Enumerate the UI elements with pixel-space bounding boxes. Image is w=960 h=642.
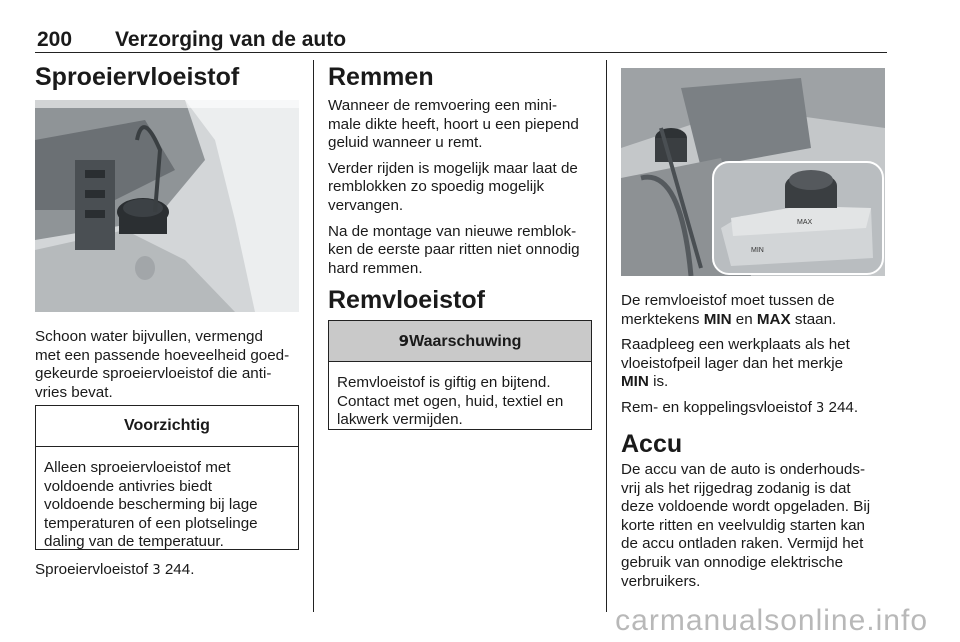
brakes-paragraphs: Wanneer de remvoering een mini- male dikte heeft, hoort u een piepend geluid wanneer u remt. Verder rijden is mogelijk maar laat de remblokken zo spoedig mogelijk vervangen. Na de montage van nieuwe remblok- ken de eerste paar ritten niet onnodig hard remmen. bbox=[328, 97, 580, 277]
page-number: 200 bbox=[37, 28, 73, 51]
caution-box bbox=[35, 405, 299, 550]
warning-box bbox=[328, 320, 592, 430]
column-divider-2 bbox=[606, 60, 607, 612]
section-heading-sproeiervloeistof: Sproeiervloeistof bbox=[35, 63, 240, 91]
brake-fluid-reservoir-photo bbox=[621, 68, 885, 276]
section-heading-remmen: Remmen bbox=[328, 63, 434, 91]
page-reference-icon: 3 bbox=[816, 400, 825, 416]
warning-text: Remvloeistof is giftig en bijtend. Contact met ogen, huid, textiel en lakwerk vermijden. bbox=[337, 374, 564, 429]
section-heading-accu: Accu bbox=[621, 430, 683, 458]
brake-fluid-reference[interactable]: Rem- en koppelingsvloeistof 3 244. bbox=[621, 398, 859, 416]
header-rule bbox=[35, 52, 887, 53]
warning-title: 9Waarschuwing bbox=[329, 321, 591, 362]
section-heading-remvloeistof: Remvloeistof bbox=[328, 286, 485, 314]
max-mark-label: MAX bbox=[797, 219, 813, 226]
washer-fluid-reference[interactable]: Sproeiervloeistof 3 244. bbox=[35, 561, 195, 578]
warning-icon: 9 bbox=[398, 332, 410, 350]
page-reference-icon: 3 bbox=[152, 563, 161, 578]
washer-fluid-photo bbox=[35, 100, 299, 312]
battery-paragraph: De accu van de auto is onderhouds- vrij als het rijgedrag zodanig is dat deze voldoende wordt opgeladen. Bij korte ritten en veelvuldig starten kan de accu ontladen raken. Vermijd het gebruik van onnodige elektrische verbruikers. bbox=[621, 461, 871, 590]
brake-fluid-paragraphs: De remvloeistof moet tussen de merktekens MIN en MAX staan. Raadpleeg een werkplaats als het vloeistofpeil lager dan het merkje MIN is. Rem- en koppelingsvloeistof 3 244. bbox=[621, 292, 893, 419]
page-title: Verzorging van de auto bbox=[115, 28, 347, 51]
caution-title: Voorzichtig bbox=[36, 406, 298, 447]
caution-text: Alleen sproeiervloeistof met voldoende antivries biedt voldoende bescherming bij lage temperaturen of een plotselinge daling van de temperatuur. bbox=[44, 459, 258, 551]
washer-fluid-paragraph: Schoon water bijvullen, vermengd met een passende hoeveelheid goed- gekeurde sproeiervloeistof die anti- vries bevat. bbox=[35, 328, 290, 401]
min-mark-label: MIN bbox=[751, 247, 764, 254]
column-divider-1 bbox=[313, 60, 314, 612]
watermark: carmanualsonline.info bbox=[615, 604, 928, 637]
